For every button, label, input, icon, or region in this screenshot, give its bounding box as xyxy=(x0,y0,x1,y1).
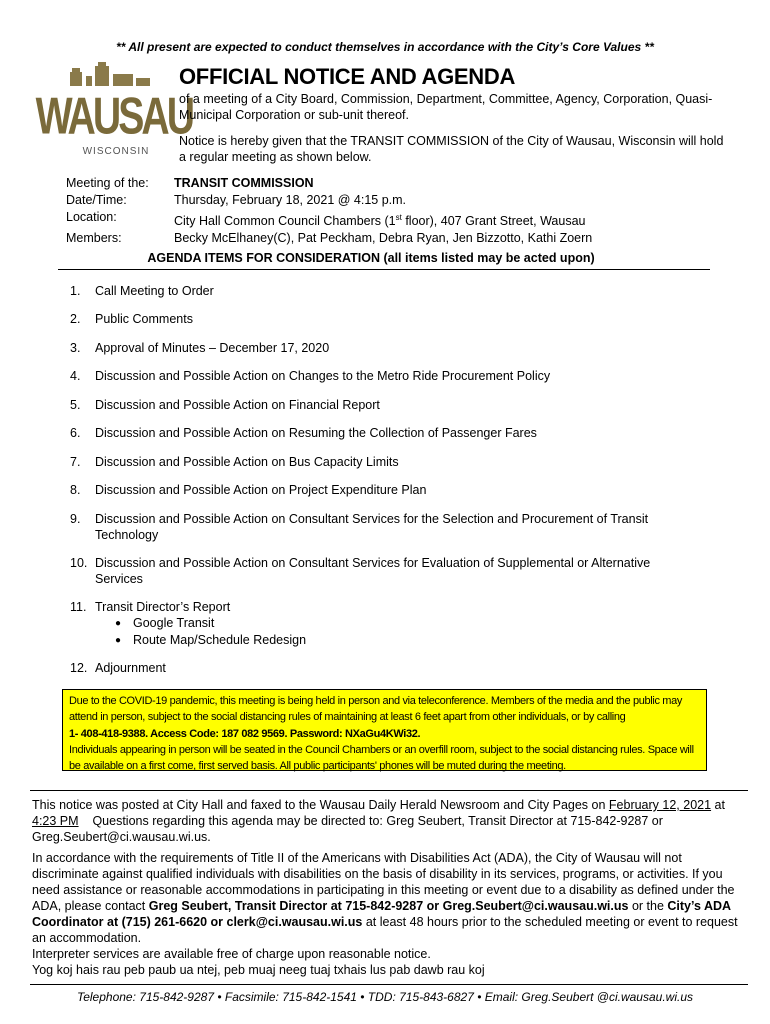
posted-time: 4:23 PM xyxy=(32,814,79,828)
covid-text: Due to the COVID-19 pandemic, this meeting is being held in person and via teleconference. Members of the media and the public may attend in person, subject to the social distancing rules of maintaining at least 6 feet apart from other individuals, or by calling xyxy=(69,695,683,724)
interpreter-english: Interpreter services are available free of charge upon reasonable notice. xyxy=(32,947,431,961)
agenda-item: 4. Discussion and Possible Action on Changes to the Metro Ride Procurement Policy xyxy=(70,369,551,383)
agenda-item: 10. Discussion and Possible Action on Consultant Services for Evaluation of Supplemental or Alternative Services xyxy=(70,556,651,586)
agenda-item: 6. Discussion and Possible Action on Resuming the Collection of Passenger Fares xyxy=(70,426,537,440)
agenda-item: 5. Discussion and Possible Action on Financial Report xyxy=(70,398,380,412)
covid-text-2: Individuals appearing in person will be seated in the Council Chambers or an overfill room, subject to the social distancing rules. Space will be available on a first come, first served basis. All public participants' phones will be muted during the meeting. xyxy=(69,743,694,773)
interpreter-hmong: Yog koj hais rau peb paub ua ntej, peb muaj neeg tuaj txhais lus pab dawb rau koj xyxy=(32,963,485,977)
core-values-banner: ** All present are expected to conduct themselves in accordance with the City’s Core Values ** xyxy=(116,40,654,54)
agenda-item: 7. Discussion and Possible Action on Bus Capacity Limits xyxy=(70,455,399,469)
members-label: Members: xyxy=(66,231,122,246)
agenda-item: 8. Discussion and Possible Action on Project Expenditure Plan xyxy=(70,483,427,497)
covid-notice-box xyxy=(62,689,707,771)
posted-date: February 12, 2021 xyxy=(608,798,712,812)
sub-item: ● Route Map/Schedule Redesign xyxy=(115,633,307,647)
agenda-item: 1. Call Meeting to Order xyxy=(70,284,214,298)
meeting-members: Becky McElhaney(C), Pat Peckham, Debra Ryan, Jen Bizzotto, Kathi Zoern xyxy=(174,231,593,246)
meeting-label: Meeting of the: xyxy=(66,176,149,190)
sub-item: ● Google Transit xyxy=(115,616,215,630)
divider xyxy=(30,790,748,791)
agenda-item: 3. Approval of Minutes – December 17, 2020 xyxy=(70,341,330,355)
page-title: OFFICIAL NOTICE AND AGENDA xyxy=(179,64,516,89)
notice-text: Notice is hereby given that the TRANSIT COMMISSION of the City of Wausau, Wisconsin will hold a regular meeting as shown below. xyxy=(179,134,724,164)
meeting-details xyxy=(66,175,592,247)
covid-call-info: 1- 408-418-9388. Access Code: 187 082 9569. Password: NXaGu4KWi32. xyxy=(69,727,421,740)
agenda-item: 12. Adjournment xyxy=(70,661,166,675)
ada-notice: In accordance with the requirements of Title II of the Americans with Disabilities Act (ADA), the City of Wausau will not discriminate against qualified individuals with disabilities on the basis of disability in its services, programs, or activities. If you need assistance or reasonable accommodations in participating in this meeting or event due to a disability as defined under the ADA, please contact Greg Seubert, Transit Director at 715-842-9287 or Greg.Seubert@ci.wausau.wi.us or the City’s ADA Coordinator at (715) 261-6620 or clerk@ci.wausau.wi.us at least 48 hours prior to the scheduled meeting or event to request an accommodation. xyxy=(32,851,738,945)
divider xyxy=(30,984,748,985)
wausau-logo xyxy=(35,62,193,162)
agenda-item: 9. Discussion and Possible Action on Consultant Services for the Selection and Procurement of Transit Technology xyxy=(70,512,649,542)
location-label: Location: xyxy=(66,210,117,224)
agenda-item: 2. Public Comments xyxy=(70,312,193,326)
divider xyxy=(58,269,710,270)
interpreter-notice xyxy=(32,946,747,978)
logo-wordmark: WAUSAU xyxy=(35,86,193,145)
meeting-datetime: Thursday, February 18, 2021 @ 4:15 p.m. xyxy=(174,193,407,207)
agenda-item: 11. Transit Director’s Report ● Google Transit ● Route Map/Schedule Redesign xyxy=(70,599,690,649)
intro-text: of a meeting of a City Board, Commission, Department, Committee, Agency, Corporation, Quasi-Municipal Corporation or sub-unit thereof. xyxy=(179,92,713,122)
meeting-name: TRANSIT COMMISSION xyxy=(174,176,314,190)
meeting-location: City Hall Common Council Chambers (1st floor), 407 Grant Street, Wausau xyxy=(174,213,586,229)
logo-subtitle: WISCONSIN xyxy=(82,146,150,157)
posting-notice: This notice was posted at City Hall and faxed to the Wausau Daily Herald Newsroom and City Pages on February 12, 2021 at 4:23 PM Questions regarding this agenda may be directed to: Greg Seubert, Transit Director at 715-842-9287 or Greg.Seubert@ci.wausau.wi.us. xyxy=(32,798,725,844)
datetime-label: Date/Time: xyxy=(66,193,127,207)
agenda-heading: AGENDA ITEMS FOR CONSIDERATION (all items listed may be acted upon) xyxy=(147,251,595,265)
sub-list xyxy=(95,615,690,649)
contact-footer: Telephone: 715-842-9287 • Facsimile: 715-842-1541 • TDD: 715-843-6827 • Email: Greg.Seubert @ci.wausau.wi.us xyxy=(76,990,693,1004)
